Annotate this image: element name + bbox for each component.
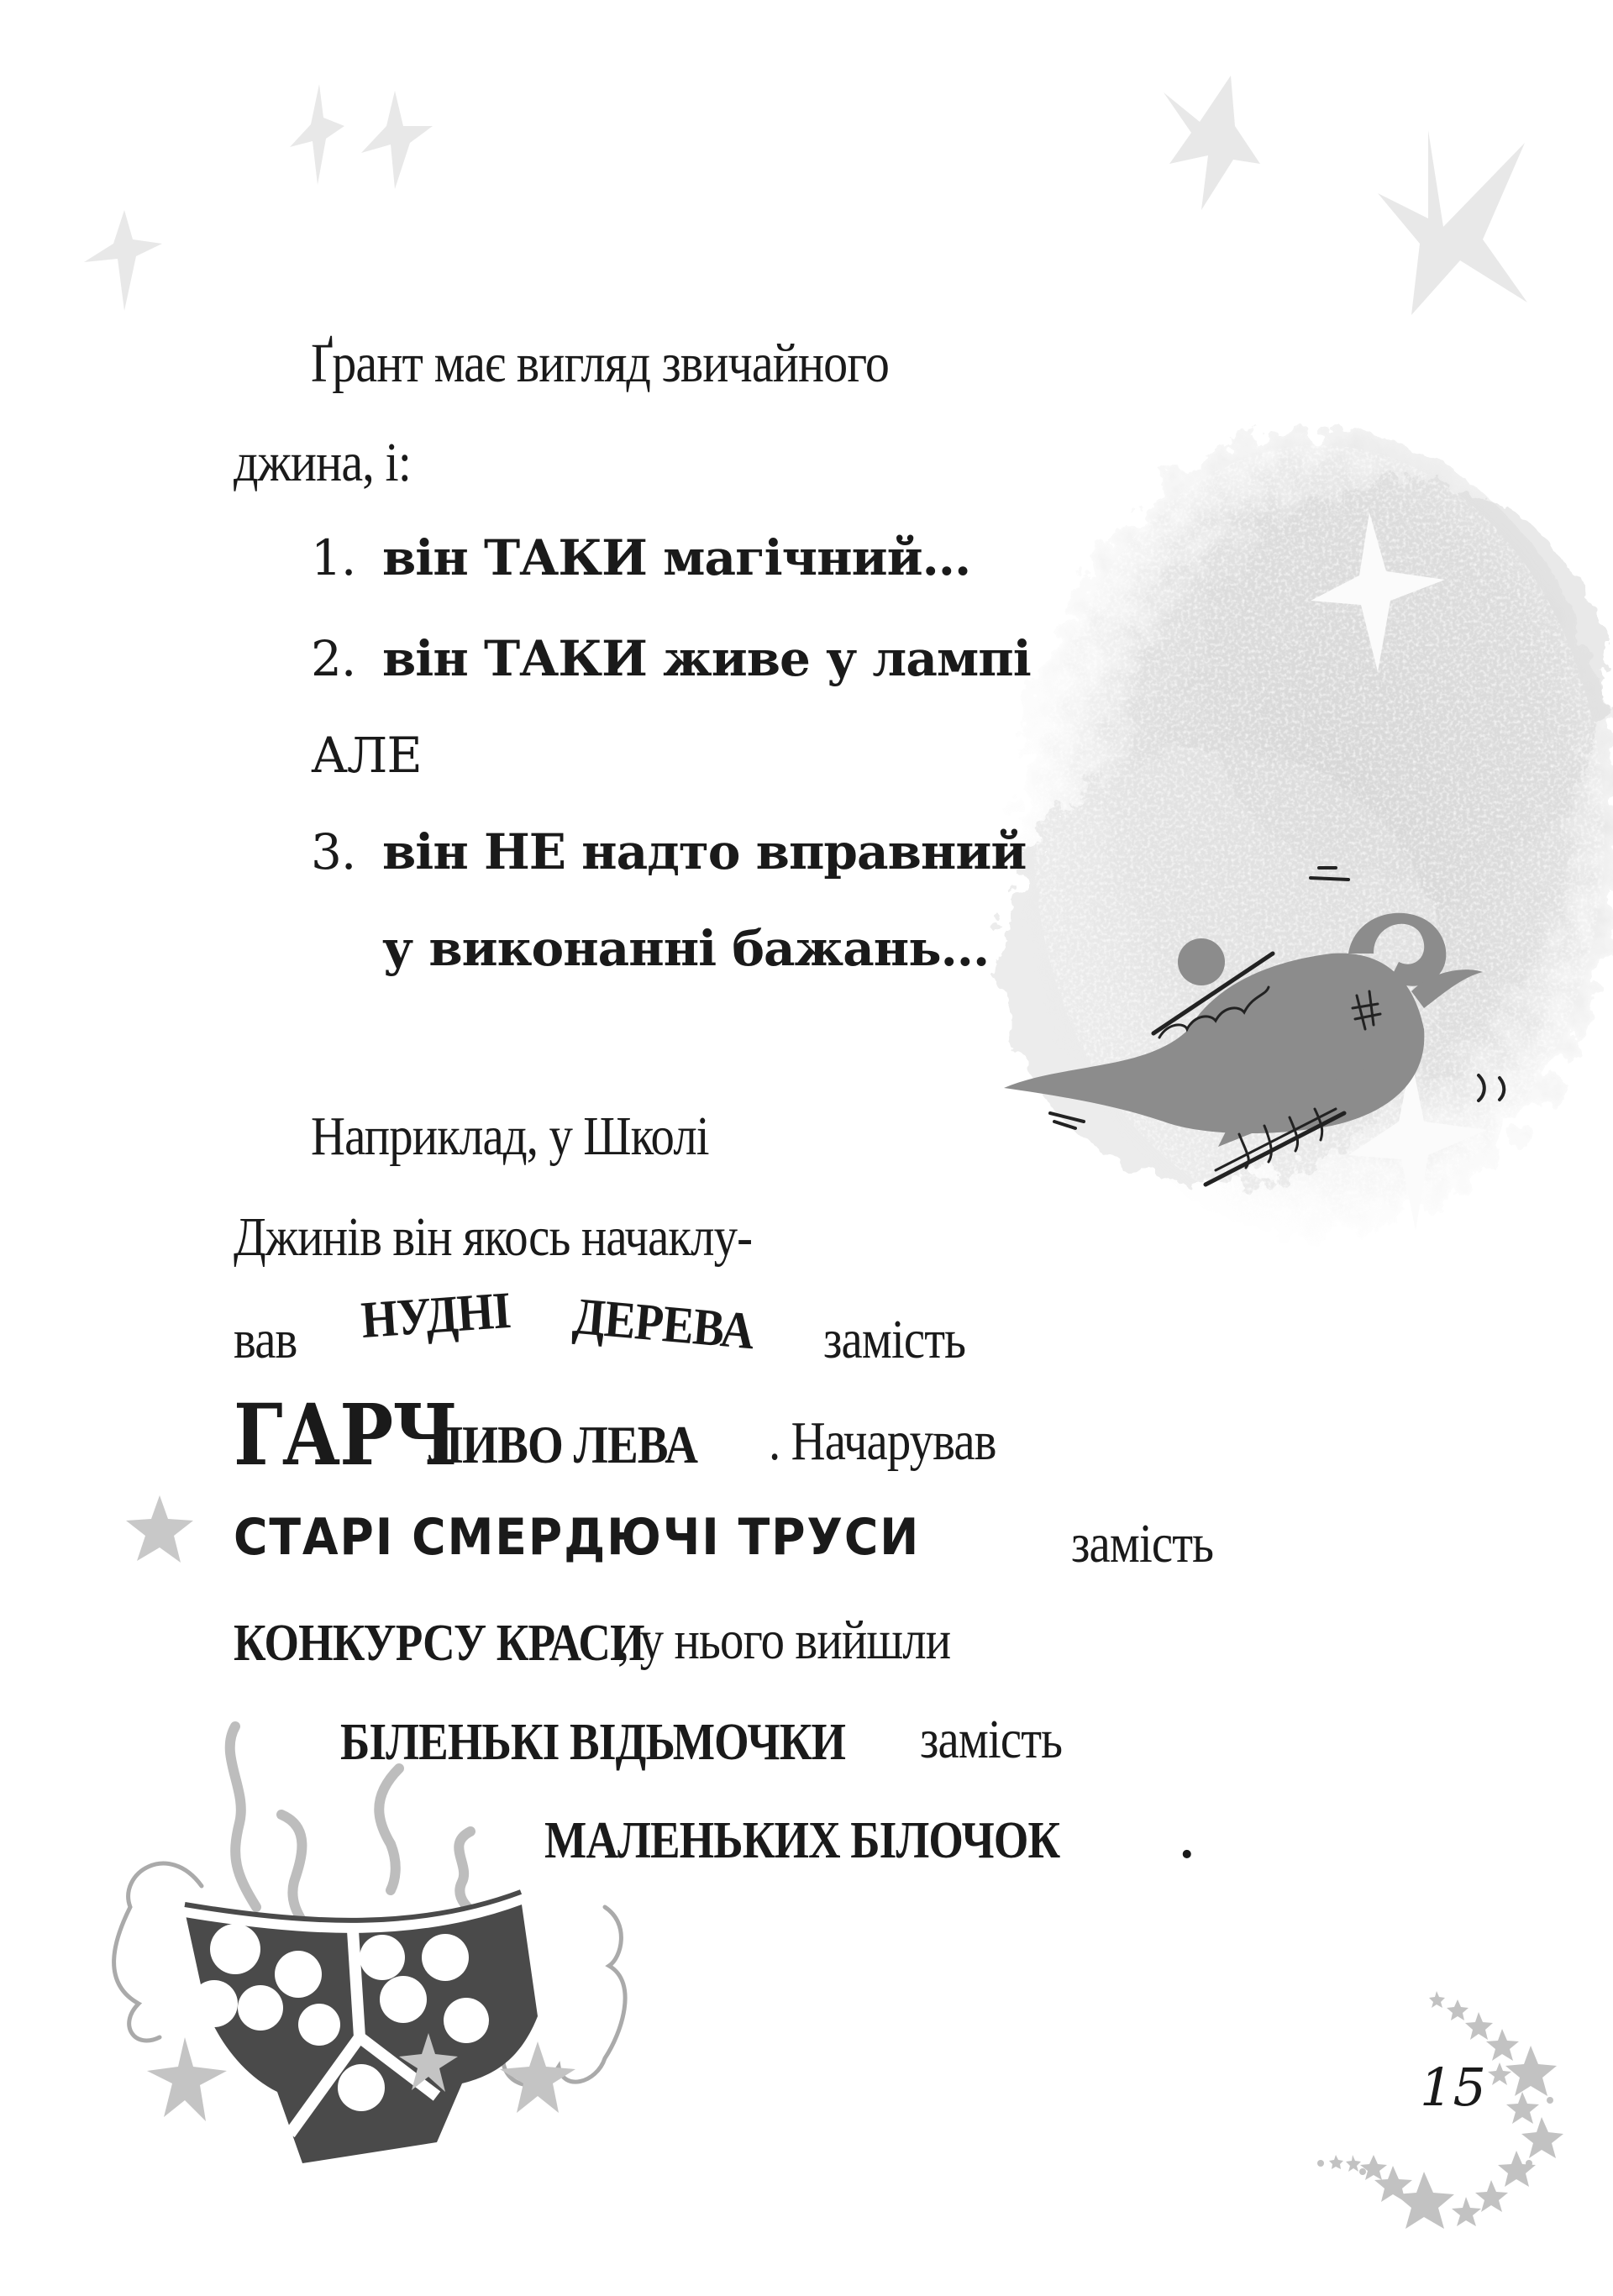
little-witches-text: БІЛЕНЬКІ ВІДЬМОЧКИ: [340, 1714, 846, 1771]
underpants-body: [185, 1892, 538, 2163]
stinky-underpants-text: СТАРІ СМЕРДЮЧІ ТРУСИ: [234, 1508, 921, 1567]
star-icon: [1164, 76, 1260, 210]
magic-lamp-illustration: [996, 828, 1516, 1189]
list-number: 1.: [311, 529, 356, 586]
para-line-7-suffix: замість: [920, 1709, 1063, 1770]
beauty-contest-text: КОНКУРСУ КРАСИ: [234, 1615, 644, 1672]
intro-line-2: джина, і:: [234, 432, 412, 493]
polka-dot-underpants-illustration: [101, 1705, 706, 2260]
page-number: 15: [1420, 2057, 1486, 2118]
list-item-but: АЛЕ: [311, 727, 422, 784]
top-stars-decoration: [0, 0, 1613, 353]
list-item: він НЕ надто вправний: [382, 823, 1027, 880]
star-icon: [147, 2037, 227, 2121]
star-icon: [1378, 130, 1527, 315]
star-icon: [290, 84, 344, 185]
stink-wave: [379, 1768, 399, 1890]
star-icon: [84, 210, 162, 311]
para-line-3-prefix: вав: [234, 1309, 297, 1370]
boring-trees-word2: ДЕРЕВА: [570, 1287, 757, 1361]
final-period: .: [1180, 1812, 1193, 1869]
list-item-continuation: у виконанні бажань...: [382, 920, 990, 977]
list-item: він ТАКИ живе у лампі: [382, 630, 1031, 687]
growly-rest: ЛИВО ЛЕВА: [428, 1415, 698, 1474]
para-line-5-suffix: замість: [1071, 1513, 1214, 1574]
para-line-3-suffix: замість: [823, 1309, 966, 1370]
para-line-2: Джинів він якось начаклу-: [234, 1206, 753, 1268]
star-icon: [122, 1495, 197, 1563]
para-line-4-suffix: . Начарував: [769, 1411, 996, 1472]
star-icon: [361, 91, 433, 189]
intro-line-1: Ґрант має вигляд звичайного: [311, 333, 889, 394]
para-line-1: Наприклад, у Школі: [311, 1106, 709, 1167]
boring-trees-word1: НУДНІ: [359, 1281, 512, 1350]
list-item: він ТАКИ магічний...: [382, 529, 971, 586]
stink-wave: [230, 1726, 256, 1907]
little-squirrels-text: МАЛЕНЬКИХ БІЛОЧОК: [544, 1812, 1060, 1869]
list-number: 3.: [311, 823, 356, 880]
list-number: 2.: [311, 630, 356, 687]
para-line-6-suffix: , у нього вийшли: [617, 1610, 951, 1671]
growly-big: ГАРЧ: [234, 1385, 458, 1484]
